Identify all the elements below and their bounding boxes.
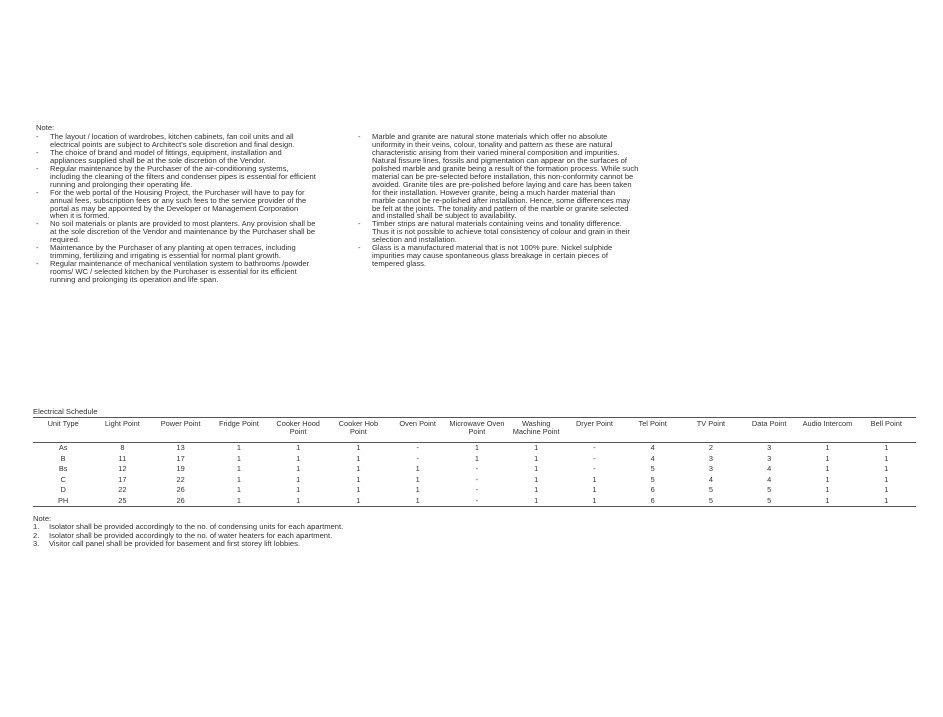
column-header: Cooker Hob Point — [328, 418, 388, 443]
table-cell: - — [447, 496, 507, 507]
footer-note-text: Isolator shall be provided accordingly to the no. of condensing units for each apartment. — [49, 522, 344, 532]
note-bullet: - — [36, 187, 39, 197]
table-cell: 1 — [236, 443, 241, 453]
note-text: Marble and granite are natural stone materials which offer no absolute uniformity in their veins, colour, tonality and pattern as these are natural characteristic arising from their varied mineral composition and impurities. Natural fissure lines, fossils and pigmentation can appear on the surfaces of polished marble and granite being a result of the formation process. While such material can be pre-selected before installation, this non-conformity cannot be avoided. Granite tiles are pre-polished before laying and care has been taken for their installation. However granite, being a much harder material than marble cannot be re-polished after installation. Hence, some differences may be felt at the joints. The tonality and pattern of the marble or granite selected and installed shall be subject to availability. — [372, 132, 639, 221]
note-bullet: - — [36, 148, 39, 158]
table-row — [33, 475, 916, 486]
table-body — [33, 443, 916, 507]
table-cell: 1 — [825, 464, 830, 474]
table-cell: 3 — [708, 464, 713, 474]
table-cell: 13 — [176, 443, 185, 453]
table-row — [33, 443, 916, 454]
footer-notes-list — [33, 523, 633, 548]
footer-note-number: 1. — [33, 522, 40, 532]
table-cell: 1 — [236, 474, 241, 484]
table-cell: 25 — [93, 496, 151, 507]
table-cell: C — [60, 474, 66, 484]
table-cell: 1 — [356, 485, 361, 495]
table-cell: - — [475, 485, 479, 495]
column-header: Dryer Point — [565, 418, 623, 443]
table-cell: 5 — [767, 485, 772, 495]
table-cell: 8 — [120, 443, 125, 453]
note-item — [36, 260, 316, 284]
table-cell: 1 — [389, 496, 447, 507]
table-cell: 1 — [884, 453, 889, 463]
note-bullet: - — [36, 164, 39, 174]
note-bullet: - — [358, 219, 361, 229]
column-header: Bell Point — [857, 418, 916, 443]
table-cell: 4 — [650, 453, 655, 463]
table-cell: 5 — [682, 496, 740, 507]
table-cell: 1 — [534, 464, 539, 474]
table-cell: 4 — [767, 474, 772, 484]
note-text: The layout / location of wardrobes, kitchen cabinets, fan coil units and all electrical points are subject to Architect's sole discretion and final design. — [50, 132, 295, 150]
table-cell: 1 — [296, 453, 301, 463]
notes-title: Note: — [36, 123, 55, 132]
note-item — [36, 165, 316, 189]
column-header: Oven Point — [389, 418, 447, 443]
table-cell: 5 — [650, 474, 655, 484]
note-item — [358, 220, 640, 244]
table-cell: - — [416, 453, 419, 463]
table-cell: 3 — [767, 443, 772, 453]
column-header: Microwave Oven Point — [447, 418, 507, 443]
note-item — [36, 189, 316, 221]
note-item — [36, 149, 316, 165]
note-text: No soil materials or plants are provided to most planters. Any provision shall be at the sole discretion of the Vendor and maintenance by the Purchaser shall be required. — [50, 219, 316, 245]
table-cell: 1 — [534, 453, 539, 463]
schedule-title: Electrical Schedule — [33, 407, 98, 416]
table-cell: - — [593, 443, 596, 453]
table-cell: 1 — [296, 443, 301, 453]
table-cell: 1 — [825, 443, 830, 453]
table-cell: 5 — [650, 464, 655, 474]
column-header: Tel Point — [624, 418, 682, 443]
table-cell: 1 — [474, 453, 479, 463]
note-text: For the web portal of the Housing Project, the Purchaser will have to pay for annual fees, subscription fees or any such fees to the service provider of the portal as may be appointed by the Developer or Management Corporation when it is formed. — [50, 187, 307, 221]
note-bullet: - — [36, 243, 39, 253]
table-cell: 1 — [507, 496, 565, 507]
table-cell: 5 — [740, 496, 798, 507]
table-cell: 4 — [767, 464, 772, 474]
table-cell: 11 — [118, 453, 127, 463]
column-header: Light Point — [93, 418, 151, 443]
table-cell: 1 — [884, 474, 889, 484]
table-cell: 1 — [210, 496, 268, 507]
table-cell: 1 — [534, 443, 539, 453]
notes-left-column — [36, 133, 316, 283]
electrical-schedule — [33, 407, 916, 507]
note-text: Glass is a manufactured material that is not 100% pure. Nickel sulphide impurities may cause spontaneous glass breakage in certain pieces of tempered glass. — [372, 243, 613, 268]
table-cell: - — [416, 443, 419, 453]
note-item — [36, 244, 316, 260]
column-header: Cooker Hood Point — [268, 418, 328, 443]
table-cell: 1 — [884, 464, 889, 474]
notes-columns — [36, 133, 906, 283]
table-row — [33, 454, 916, 465]
column-header: Power Point — [152, 418, 210, 443]
note-bullet: - — [358, 132, 361, 142]
table-cell: 3 — [767, 453, 772, 463]
table-cell: 2 — [708, 443, 713, 453]
note-item — [36, 220, 316, 244]
table-cell: 1 — [356, 474, 361, 484]
table-cell: - — [475, 474, 479, 484]
note-bullet: - — [36, 258, 39, 268]
footer-note-text: Isolator shall be provided accordingly to the no. of water heaters for each apartment. — [49, 530, 333, 540]
table-cell: - — [593, 464, 596, 474]
table-cell: 1 — [296, 464, 301, 474]
note-bullet: - — [358, 243, 361, 253]
table-cell: 17 — [176, 453, 185, 463]
table-cell: 1 — [825, 453, 830, 463]
table-cell: Bs — [58, 464, 68, 474]
table-cell: 5 — [708, 485, 713, 495]
notes-section — [36, 124, 906, 284]
table-cell: 22 — [118, 485, 127, 495]
table-cell: 19 — [176, 464, 185, 474]
table-cell: 1 — [356, 453, 361, 463]
table-cell: 1 — [236, 485, 241, 495]
table-cell: 1 — [296, 485, 301, 495]
table-cell: 1 — [534, 474, 539, 484]
column-header: Washing Machine Point — [507, 418, 565, 443]
table-cell: 4 — [650, 443, 655, 453]
table-cell: 1 — [592, 474, 597, 484]
table-cell: D — [60, 485, 66, 495]
note-item — [358, 133, 640, 220]
note-text: Timber strips are natural materials containing veins and tonality difference. Thus it is not possible to achieve total consistency of colour and grain in their selection and installation. — [372, 219, 630, 245]
table-cell: As — [58, 443, 68, 453]
table-row — [33, 485, 916, 496]
table-cell: 1 — [592, 485, 597, 495]
column-header: TV Point — [682, 418, 740, 443]
table-row — [33, 496, 916, 507]
table-cell: 26 — [152, 496, 210, 507]
electrical-schedule-table — [33, 417, 916, 507]
note-bullet: - — [36, 132, 39, 142]
column-header: Unit Type — [33, 418, 93, 443]
table-cell: 1 — [296, 474, 301, 484]
column-header: Audio Intercom — [798, 418, 856, 443]
table-cell: PH — [33, 496, 93, 507]
table-cell: 1 — [356, 443, 361, 453]
footer-note-number: 2. — [33, 530, 40, 540]
table-cell: 1 — [236, 464, 241, 474]
note-bullet: - — [36, 219, 39, 229]
table-row — [33, 464, 916, 475]
note-item — [36, 133, 316, 149]
table-cell: 1 — [534, 485, 539, 495]
table-cell: 22 — [176, 474, 185, 484]
table-cell: 1 — [825, 474, 830, 484]
note-item — [358, 244, 640, 268]
table-cell: 1 — [415, 485, 420, 495]
footer-note-text: Visitor call panel shall be provided for basement and first storey lift lobbies. — [49, 539, 301, 549]
table-cell: 1 — [415, 464, 420, 474]
column-header: Fridge Point — [210, 418, 268, 443]
column-header: Data Point — [740, 418, 798, 443]
table-cell: 1 — [328, 496, 388, 507]
footer-notes-title: Note: — [33, 514, 52, 523]
table-cell: 6 — [624, 496, 682, 507]
table-cell: 1 — [356, 464, 361, 474]
footer-notes — [33, 515, 633, 549]
note-text: The choice of brand and model of fittings, equipment, installation and appliances supplied shall be at the sole discretion of the Vendor. — [50, 148, 282, 166]
footer-note-number: 3. — [33, 539, 40, 549]
table-cell: 17 — [118, 474, 127, 484]
table-cell: - — [475, 464, 479, 474]
table-cell: 1 — [884, 443, 889, 453]
table-cell: 1 — [825, 485, 830, 495]
table-cell: - — [593, 453, 596, 463]
notes-right-column — [358, 133, 640, 283]
table-cell: 1 — [236, 453, 241, 463]
table-cell: 4 — [708, 474, 713, 484]
table-cell: 1 — [415, 474, 420, 484]
note-text: Regular maintenance by the Purchaser of the air-conditioning systems, including the cleaning of the filters and condenser pipes is essential for efficient running and prolonging their operating life. — [50, 164, 316, 189]
table-cell: 1 — [268, 496, 328, 507]
table-cell: B — [60, 453, 66, 463]
table-cell: 1 — [857, 496, 916, 507]
table-cell: 1 — [474, 443, 479, 453]
table-cell: 1 — [884, 485, 889, 495]
note-text: Maintenance by the Purchaser of any planting at open terraces, including trimming, fertilizing and irrigating is essential for normal plant growth. — [50, 243, 296, 260]
table-cell: 26 — [176, 485, 185, 495]
table-header-row — [33, 418, 916, 443]
table-cell: 1 — [565, 496, 623, 507]
table-cell: 6 — [650, 485, 655, 495]
table-cell: 1 — [798, 496, 856, 507]
table-cell: 12 — [118, 464, 127, 474]
note-text: Regular maintenance of mechanical ventilation system to bathrooms /powder rooms/ WC / selected kitchen by the Purchaser is essential for its efficient running and prolonging its operation and life span. — [50, 258, 310, 284]
footer-note-item — [33, 540, 633, 548]
table-cell: 3 — [708, 453, 713, 463]
